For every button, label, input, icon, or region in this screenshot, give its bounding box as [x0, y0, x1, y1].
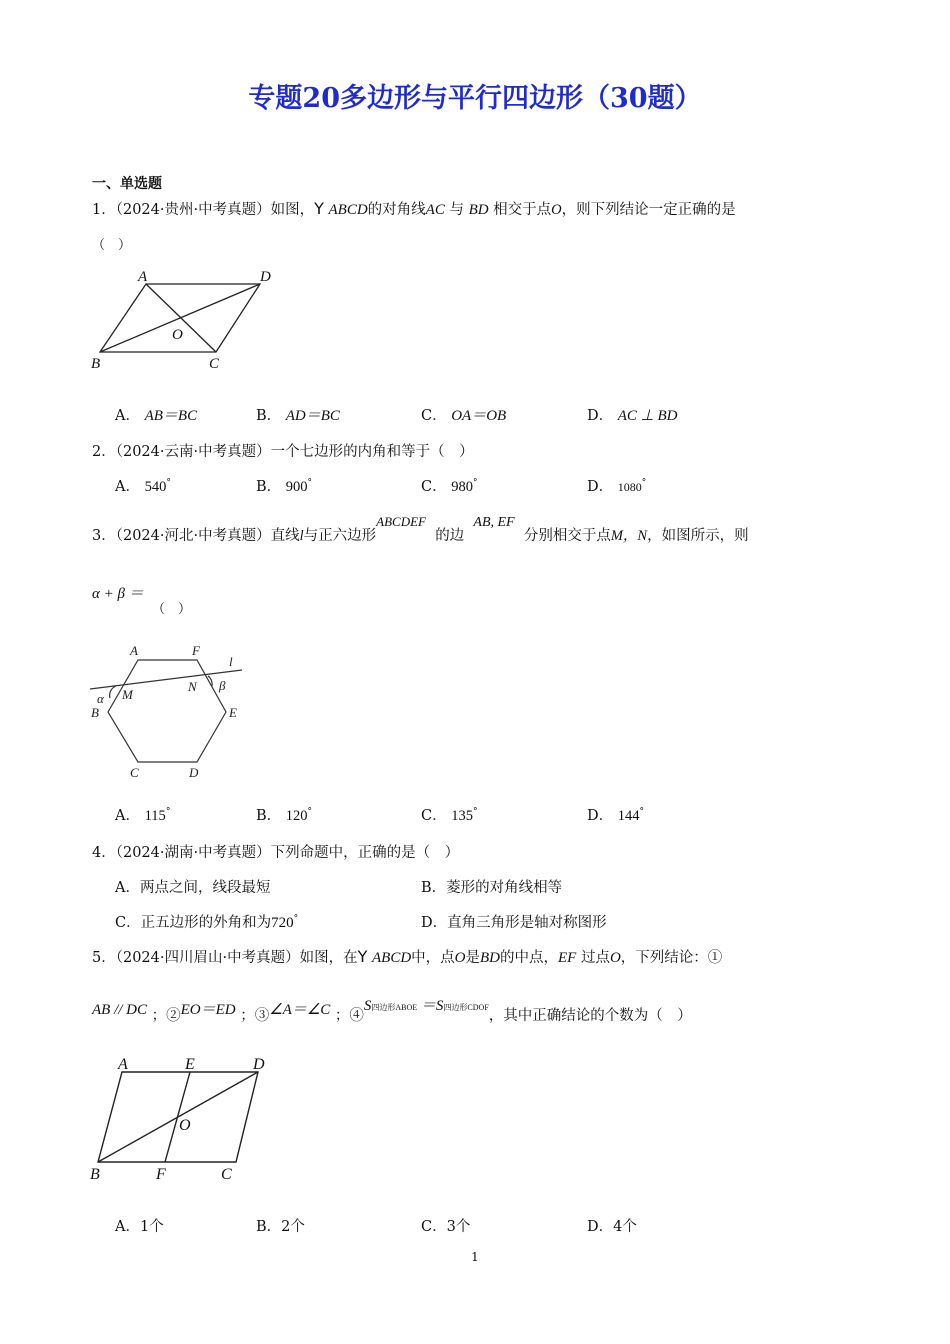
option-label: B．	[256, 479, 282, 495]
question-text: 是	[465, 950, 481, 966]
hexagon-shape	[108, 660, 226, 762]
q2-option-c[interactable]	[421, 475, 477, 496]
label-e: E	[185, 1056, 195, 1073]
area-symbol: ＝S	[420, 998, 444, 1014]
label-n: N	[188, 679, 197, 694]
question-text: 与	[449, 202, 464, 218]
question-text: 下列命题中，正确的是（ ）	[270, 845, 460, 861]
math-ab-ef: AB, EF	[473, 515, 515, 530]
option-text: 菱形的对角线相等	[446, 880, 563, 896]
option-text: 正五边形的外角和为	[140, 915, 272, 931]
option-label: B．	[421, 880, 447, 896]
option-label: D．	[587, 1219, 614, 1235]
question-4-stem	[92, 841, 459, 862]
figure-parallelogram-5	[86, 1052, 286, 1187]
q1-option-c[interactable]	[421, 404, 506, 425]
option-text: 144	[617, 808, 640, 824]
option-text: 120	[285, 808, 308, 824]
question-number: 5．	[92, 950, 116, 966]
label-a: A	[138, 269, 148, 285]
degree-sign: °	[307, 807, 313, 817]
section-heading: 一、单选题	[92, 176, 162, 192]
option-label: B．	[256, 408, 282, 424]
label-alpha: α	[97, 691, 104, 706]
question-source: （2024·贵州·中考真题）	[115, 202, 271, 218]
question-source: （2024·四川眉山·中考真题）	[115, 950, 300, 966]
option-label: A．	[115, 1219, 140, 1235]
question-text: 的边	[435, 528, 465, 544]
q2-option-a[interactable]	[115, 475, 171, 496]
degree-sign: °	[639, 807, 644, 817]
math-abcd: ABCD	[372, 950, 412, 966]
option-text: 900	[285, 479, 308, 495]
math-abcdef: ABCDEF	[376, 514, 426, 529]
question-text: ，如图所示，则	[647, 528, 749, 544]
degree-sign: °	[293, 914, 299, 924]
question-5-stem	[92, 946, 722, 967]
question-text: 如图，在	[299, 950, 358, 966]
label-b: B	[91, 356, 101, 372]
q4-option-c[interactable]	[115, 911, 298, 932]
label-m: M	[122, 687, 133, 702]
option-label: A．	[115, 408, 140, 424]
q4-option-b[interactable]	[421, 876, 562, 897]
label-d: D	[253, 1056, 265, 1073]
question-text: 的中点，	[500, 950, 559, 966]
label-o: O	[172, 327, 183, 343]
statement-1: AB // DC	[92, 1002, 147, 1018]
question-source: （2024·湖南·中考真题）	[115, 845, 271, 861]
question-number: 3．	[92, 528, 116, 544]
label-d: D	[260, 269, 271, 285]
question-text: ，下列结论：①	[620, 950, 723, 966]
label-a: A	[130, 643, 138, 658]
option-label: D．	[421, 915, 448, 931]
math-o: O	[609, 950, 621, 966]
option-label: C．	[421, 408, 447, 424]
option-label: A．	[115, 880, 140, 896]
label-o: O	[179, 1117, 191, 1134]
label-b: B	[91, 705, 99, 720]
question-number: 4．	[92, 845, 116, 861]
q4-option-d[interactable]	[421, 911, 607, 932]
degree-sign: °	[472, 478, 478, 488]
figure-parallelogram-1	[88, 264, 288, 374]
angle-alpha-arc	[110, 686, 116, 698]
question-text: 分别相交于点	[523, 528, 611, 544]
q2-option-d[interactable]	[587, 475, 646, 496]
question-text: 与正六边形	[303, 528, 377, 544]
question-text: 相交于点	[493, 202, 552, 218]
label-f: F	[156, 1166, 166, 1183]
parallelogram-symbol: Y	[314, 199, 324, 218]
question-source: （2024·河北·中考真题）	[115, 528, 271, 544]
degree-sign: °	[472, 807, 478, 817]
area-subscript: 四边形CDOF	[443, 1003, 489, 1012]
option-text: 4个	[613, 1219, 637, 1235]
question-text: 如图，	[270, 202, 315, 218]
area-symbol: S	[363, 998, 372, 1014]
q5-option-c[interactable]	[421, 1215, 470, 1236]
degree-sign: °	[641, 478, 647, 488]
label-f: F	[192, 643, 200, 658]
option-text: 980	[451, 479, 473, 495]
option-text: OA＝OB	[451, 408, 507, 424]
figure-hexagon	[86, 640, 256, 785]
option-label: B．	[256, 1219, 282, 1235]
label-e: E	[229, 705, 237, 720]
page-number: 1	[471, 1250, 479, 1264]
q4-option-a[interactable]	[115, 876, 270, 897]
question-text: 一个七边形的内角和等于（ ）	[270, 444, 474, 460]
math-abcd: ABCD	[328, 202, 368, 218]
q3-option-a[interactable]	[115, 804, 170, 825]
q3-option-d[interactable]	[587, 804, 644, 825]
q5-option-d[interactable]	[587, 1215, 637, 1236]
page-title: 专题20多边形与平行四边形（30题）	[248, 83, 702, 114]
question-text: ，其中正确结论的个数为（ ）	[488, 1008, 692, 1024]
parallelogram-symbol: Y	[357, 947, 368, 966]
question-source: （2024·云南·中考真题）	[115, 444, 271, 460]
option-text: 3个	[446, 1219, 471, 1235]
q5-option-a[interactable]	[115, 1215, 164, 1236]
question-number: 1．	[92, 202, 116, 218]
degree-sign: °	[307, 478, 313, 488]
option-text: 115	[144, 808, 166, 824]
question-2-stem	[92, 440, 474, 461]
question-5-statements	[92, 998, 692, 1025]
question-3-stem	[92, 514, 749, 545]
math-ac: AC	[425, 202, 445, 218]
q5-option-b[interactable]	[256, 1215, 305, 1236]
math-alpha-plus-beta: α + β ＝	[92, 586, 144, 602]
question-text: 中，点	[411, 950, 455, 966]
q3-option-c[interactable]	[421, 804, 477, 825]
question-text: ，则下列结论一定正确的是	[561, 202, 736, 218]
math-o: O	[551, 202, 562, 218]
math-mn: M，N	[610, 528, 648, 544]
math-bd: BD	[480, 950, 501, 966]
label-a: A	[118, 1056, 128, 1073]
question-text: 直线	[270, 528, 300, 544]
option-label: C．	[421, 479, 447, 495]
option-label: B．	[256, 808, 282, 824]
math-bd: BD	[468, 202, 489, 218]
degree-sign: °	[166, 478, 171, 488]
statement-separator: ；④	[334, 1008, 364, 1024]
statement-separator: ；②	[151, 1008, 181, 1024]
math-ef: EF	[558, 950, 577, 966]
label-l: l	[229, 654, 233, 669]
option-text: 两点之间，线段最短	[139, 880, 271, 896]
label-c: C	[209, 356, 220, 372]
q2-option-b[interactable]	[256, 475, 312, 496]
question-text: 过点	[580, 950, 610, 966]
option-text: AD＝BC	[285, 408, 340, 424]
q1-option-d[interactable]	[587, 404, 677, 425]
math-o: O	[454, 950, 466, 966]
degree-sign: °	[165, 807, 171, 817]
option-text: AC ⊥ BD	[617, 408, 678, 424]
label-c: C	[221, 1166, 232, 1183]
statement-3: ∠A＝∠C	[269, 1002, 331, 1018]
option-label: D．	[587, 408, 614, 424]
answer-paren: （ ）	[152, 602, 192, 617]
option-text: 直角三角形是轴对称图形	[447, 915, 607, 931]
option-text: AB＝BC	[144, 408, 198, 424]
option-text: 135	[451, 808, 473, 824]
option-value: 720	[271, 915, 294, 931]
label-b: B	[90, 1166, 100, 1183]
math-l: l	[299, 528, 304, 544]
statement-separator: ；③	[240, 1008, 270, 1024]
q1-option-b[interactable]	[256, 404, 340, 425]
option-label: C．	[115, 915, 141, 931]
option-label: A．	[115, 808, 140, 824]
question-text: 的对角线	[367, 202, 426, 218]
q1-option-a[interactable]	[115, 404, 197, 425]
option-label: C．	[421, 808, 447, 824]
statement-2: EO＝ED	[180, 1002, 236, 1018]
label-c: C	[130, 765, 139, 780]
q3-option-b[interactable]	[256, 804, 312, 825]
question-1-stem	[92, 198, 736, 219]
label-beta: β	[219, 678, 226, 693]
statement-4	[364, 998, 489, 1014]
area-subscript: 四边形ABOE	[371, 1003, 418, 1012]
option-text: 1080	[617, 480, 642, 494]
label-d: D	[189, 765, 199, 780]
option-text: 1个	[139, 1219, 164, 1235]
option-text: 2个	[281, 1219, 305, 1235]
option-label: C．	[421, 1219, 447, 1235]
question-number: 2．	[92, 444, 116, 460]
answer-paren: （ ）	[92, 238, 132, 253]
option-label: A．	[115, 479, 140, 495]
option-label: D．	[587, 479, 614, 495]
option-label: D．	[587, 808, 614, 824]
option-text: 540	[144, 479, 167, 495]
